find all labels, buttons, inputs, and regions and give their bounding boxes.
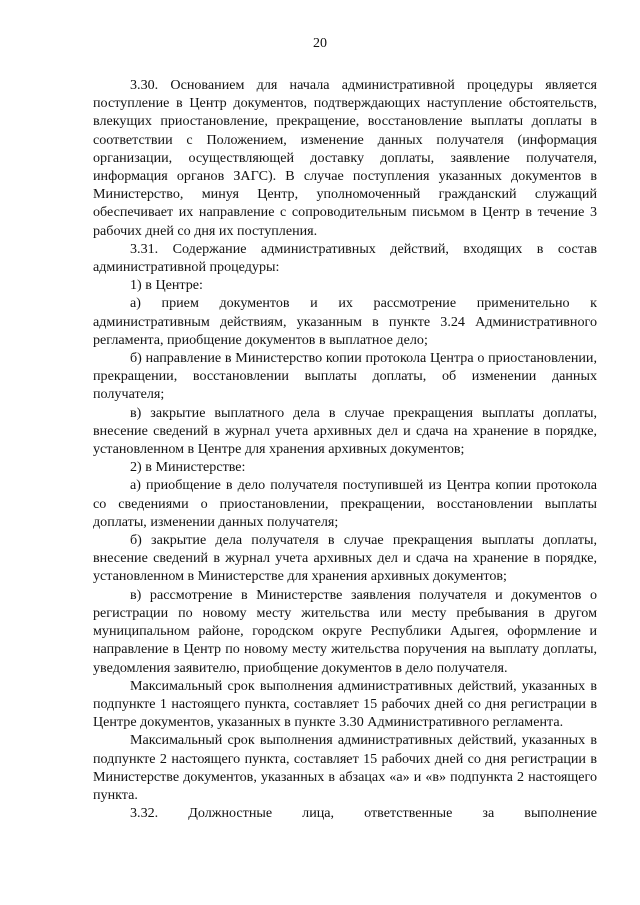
subpoint-2-b: б) закрытие дела получателя в случае прекращения выплаты доплаты, внесение сведений в журнал учета архивных дел и сдача на хранение в порядке, установленном в Министерстве для хранения архивных документов; bbox=[93, 532, 597, 585]
subpoint-1-heading: 1) в Центре: bbox=[130, 277, 203, 294]
subpoint-2-v: в) рассмотрение в Министерстве заявления получателя и документов о регистрации по новому месту жительства или месту пребывания в другом муниципальном районе, городском округе Республики Адыгея, оформление и направление в Центр по новому месту жительства поручения на выплату доплаты, уведомления заявителю, приобщение документов в дело получателя. bbox=[93, 586, 597, 676]
subpoint-1-v: в) закрытие выплатного дела в случае прекращения выплаты доплаты, внесение сведений в журнал учета архивных дел и сдача на хранение в порядке, установленном в Центре для хранения архивных документов; bbox=[93, 404, 597, 458]
body-text bbox=[93, 76, 597, 822]
subpoint-2-a: а) приобщение в дело получателя поступившей из Центра копии протокола со сведениями о приостановлении, прекращении, восстановлении выплаты доплаты, изменении данных получателя; bbox=[93, 477, 597, 530]
max-term-paragraph-2: Максимальный срок выполнения административных действий, указанных в подпункте 2 настоящего пункта, составляет 15 рабочих дней со дня регистрации в Министерстве документов, указанных в абзацах «а» и «в» подпункта 2 настоящего пункта. bbox=[93, 732, 597, 803]
page-number: 20 bbox=[313, 36, 327, 51]
subpoint-1-a: а) прием документов и их рассмотрение применительно к административным действиям, указанным в пункте 3.24 Административного регламента, приобщение документов в выплатное дело; bbox=[93, 295, 597, 348]
max-term-paragraph-1: Максимальный срок выполнения административных действий, указанных в подпункте 1 настоящего пункта, составляет 15 рабочих дней со дня регистрации в Центре документов, указанных в пункте 3.30 Административного регламента. bbox=[93, 677, 597, 731]
subpoint-2-heading: 2) в Министерстве: bbox=[130, 459, 246, 476]
paragraph-3-32: 3.32. Должностные лица, ответственные за выполнение bbox=[130, 805, 597, 822]
subpoint-1-b: б) направление в Министерство копии протокола Центра о приостановлении, прекращении, восстановлении выплаты доплаты, об изменении данных получателя; bbox=[93, 350, 597, 403]
paragraph-3-30: 3.30. Основанием для начала административной процедуры является поступление в Центр документов, подтверждающих наступление обстоятельств, влекущих приостановление, прекращение, восстановление выплаты доплаты в соответствии с Положением, изменение данных получателя (информация организации, осуществляющей доставку доплаты, заявление получателя, информация органов ЗАГС). В случае поступления указанных документов в Министерство, минуя Центр, уполномоченный гражданский служащий обеспечивает их направление с сопроводительным письмом в Центр в течение 3 рабочих дней со дня их поступления. bbox=[93, 77, 597, 239]
paragraph-3-31: 3.31. Содержание административных действий, входящих в состав административной процедуры: bbox=[93, 240, 597, 276]
